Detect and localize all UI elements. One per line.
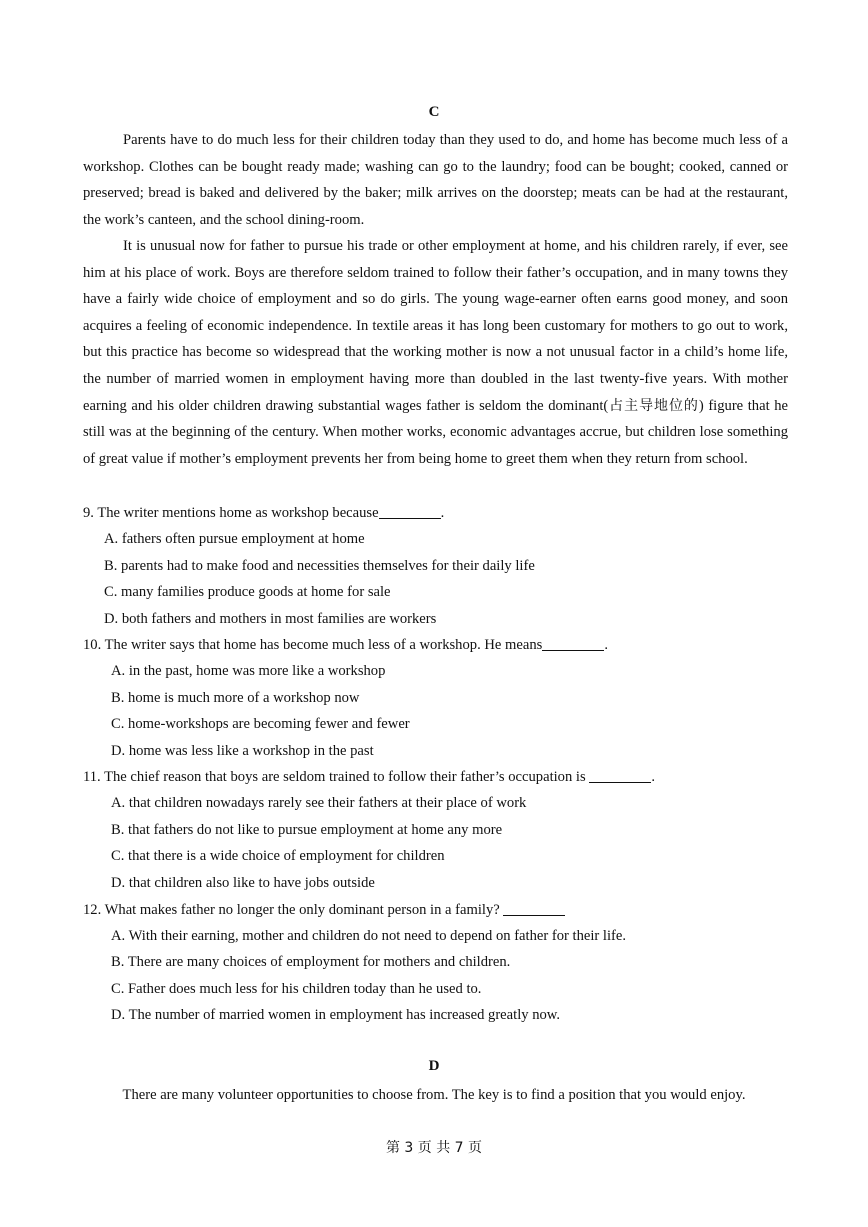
question-10-suffix: .	[604, 637, 608, 653]
question-11-option-c: C. that there is a wide choice of employment for children	[111, 848, 445, 864]
question-10-option-d: D. home was less like a workshop in the past	[111, 743, 374, 759]
question-12-option-c: C. Father does much less for his children today than he used to.	[111, 981, 482, 997]
question-12-option-a: A. With their earning, mother and children do not need to depend on father for their life.	[111, 928, 627, 944]
answer-blank	[542, 636, 604, 651]
question-11-suffix: .	[651, 769, 655, 785]
question-10-option-a: A. in the past, home was more like a workshop	[111, 663, 386, 679]
answer-blank	[503, 901, 565, 916]
answer-blank	[379, 504, 441, 519]
question-9-option-b: B. parents had to make food and necessities themselves for their daily life	[104, 558, 535, 574]
question-11-option-a: A. that children nowadays rarely see their fathers at their place of work	[111, 795, 527, 811]
question-11-option-b: B. that fathers do not like to pursue employment at home any more	[111, 822, 503, 838]
question-10-option-b: B. home is much more of a workshop now	[111, 690, 360, 706]
section-c-title: C	[428, 104, 440, 120]
paragraph-2-text-a: It is unusual now for father to pursue his trade or other employment at home, and his children rarely, if ever, see him at his place of work. Boys are therefore seldom trained to follow their father’s occupation, and in many towns they have a fairly wide choice of employment and so do girls. The young wage-earner often earns good money, and soon acquires a feeling of economic independence. In textile areas it has long been customary for mothers to go out to work, but this practice has become so widespread that the working mother is now a not unusual factor in a child’s home life, the number of married women in employment having more than doubled in the last twenty-five years. With mother earning and his older children drawing substantial wages father is seldom the dominant(	[83, 238, 788, 414]
question-10-text: 10. The writer says that home has become much less of a workshop. He means	[83, 637, 543, 653]
question-12-stem	[83, 900, 565, 920]
question-12-option-d: D. The number of married women in employment has increased greatly now.	[111, 1007, 561, 1023]
question-12-text: 12. What makes father no longer the only dominant person in a family?	[83, 902, 504, 918]
question-10-stem	[83, 635, 608, 655]
chinese-gloss: 占主导地位的	[608, 397, 699, 414]
question-9-stem	[83, 503, 444, 523]
question-9-suffix: .	[440, 505, 445, 521]
question-9-option-d: D. both fathers and mothers in most families are workers	[104, 611, 437, 627]
section-c-paragraph-2	[83, 233, 788, 472]
page-footer: 第 3 页 共 7 页	[385, 1140, 483, 1156]
section-c-paragraph-1: Parents have to do much less for their children today than they used to do, and home has become much less of a workshop. Clothes can be bought ready made; washing can go to the laundry; food can be bought; cooked, canned or preserved; bread is baked and delivered by the baker; milk arrives on the doorstep; meats can be had at the restaurant, the work’s canteen, and the school dining-room.	[83, 132, 788, 228]
section-d-title: D	[428, 1058, 440, 1074]
question-11-stem	[83, 767, 655, 787]
question-9-option-a: A. fathers often pursue employment at home	[104, 531, 365, 547]
question-9-option-c: C. many families produce goods at home for sale	[104, 584, 391, 600]
answer-blank	[589, 768, 651, 783]
section-d-paragraph-1: There are many volunteer opportunities to choose from. The key is to find a position that you would enjoy.	[122, 1087, 746, 1103]
question-10-option-c: C. home-workshops are becoming fewer and fewer	[111, 716, 410, 732]
question-11-text: 11. The chief reason that boys are seldom trained to follow their father’s occupation is	[83, 769, 590, 785]
paragraph-2-text-b: ) figure that he still was at the beginning of the century. When mother works, economic advantages accrue, but children lose something of great value if mother’s employment prevents her from being home to greet them when they return from school.	[83, 397, 789, 467]
question-12-option-b: B. There are many choices of employment for mothers and children.	[111, 954, 511, 970]
question-9-text: 9. The writer mentions home as workshop because	[83, 505, 379, 521]
question-11-option-d: D. that children also like to have jobs outside	[111, 875, 375, 891]
